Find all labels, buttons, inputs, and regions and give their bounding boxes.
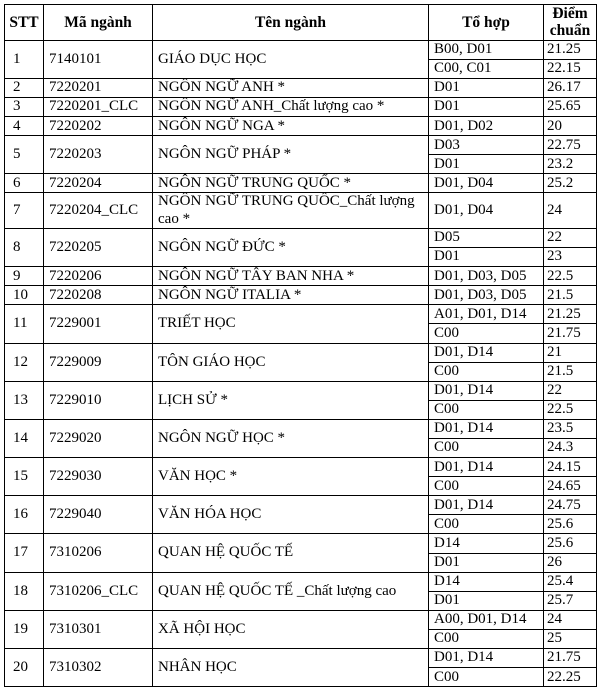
table-row — [5, 572, 597, 591]
cell-stt: 1 — [5, 40, 44, 78]
cell-ma-nganh: 7229040 — [44, 496, 153, 534]
cell-ma-nganh: 7310206_CLC — [44, 572, 153, 610]
table-row — [5, 381, 597, 400]
cell-stt: 3 — [5, 98, 44, 117]
cell-ten-nganh: NGÔN NGỮ TÂY BAN NHA * — [153, 267, 429, 286]
cell-to-hop: D01 — [429, 591, 544, 610]
cell-ten-nganh: NGÔN NGỮ TRUNG QUỐC_Chất lượng cao * — [153, 193, 429, 229]
cell-to-hop: D01 — [429, 248, 544, 267]
table-row — [5, 496, 597, 515]
cell-stt: 19 — [5, 610, 44, 648]
col-header-ten-nganh: Tên ngành — [153, 5, 429, 41]
cell-to-hop: C00 — [429, 324, 544, 343]
cell-ten-nganh: TRIẾT HỌC — [153, 305, 429, 343]
cell-to-hop: D14 — [429, 572, 544, 591]
cell-diem-chuan: 22.5 — [544, 267, 597, 286]
cell-diem-chuan: 23.2 — [544, 155, 597, 174]
col-header-to-hop: Tổ hợp — [429, 5, 544, 41]
cell-ten-nganh: XÃ HỘI HỌC — [153, 610, 429, 648]
cell-diem-chuan: 24.65 — [544, 477, 597, 496]
cell-ma-nganh: 7220206 — [44, 267, 153, 286]
cell-diem-chuan: 25.2 — [544, 174, 597, 193]
cell-ma-nganh: 7229010 — [44, 381, 153, 419]
table-row — [5, 98, 597, 117]
cell-ma-nganh: 7220203 — [44, 136, 153, 174]
cell-ten-nganh: LỊCH SỬ * — [153, 381, 429, 419]
cell-diem-chuan: 22 — [544, 228, 597, 247]
cell-diem-chuan: 22.75 — [544, 136, 597, 155]
cell-diem-chuan: 23 — [544, 248, 597, 267]
cell-to-hop: D01, D03, D05 — [429, 286, 544, 305]
table-row — [5, 610, 597, 629]
table-row — [5, 286, 597, 305]
cell-ma-nganh: 7229009 — [44, 343, 153, 381]
cell-stt: 17 — [5, 534, 44, 572]
cell-ten-nganh: VĂN HỌC * — [153, 458, 429, 496]
cell-diem-chuan: 22.15 — [544, 59, 597, 78]
table-row — [5, 267, 597, 286]
cell-to-hop: D01, D04 — [429, 174, 544, 193]
table-row — [5, 136, 597, 155]
cell-ten-nganh: NGÔN NGỮ ANH_Chất lượng cao * — [153, 98, 429, 117]
cell-to-hop: D01 — [429, 78, 544, 97]
cell-to-hop: C00 — [429, 439, 544, 458]
cell-stt: 4 — [5, 117, 44, 136]
cell-stt: 9 — [5, 267, 44, 286]
cell-stt: 7 — [5, 193, 44, 229]
cell-diem-chuan: 25.7 — [544, 591, 597, 610]
cell-ten-nganh: NGÔN NGỮ HỌC * — [153, 419, 429, 457]
cell-diem-chuan: 24.75 — [544, 496, 597, 515]
cell-ma-nganh: 7220201_CLC — [44, 98, 153, 117]
cell-to-hop: C00 — [429, 515, 544, 534]
cell-diem-chuan: 24 — [544, 610, 597, 629]
cell-diem-chuan: 22.25 — [544, 668, 597, 687]
cell-ten-nganh: NGÔN NGỮ ITALIA * — [153, 286, 429, 305]
cell-to-hop: D01, D14 — [429, 458, 544, 477]
cell-diem-chuan: 21.25 — [544, 305, 597, 324]
cell-ma-nganh: 7220202 — [44, 117, 153, 136]
cell-stt: 20 — [5, 649, 44, 687]
cell-ma-nganh: 7220208 — [44, 286, 153, 305]
cell-diem-chuan: 24 — [544, 193, 597, 229]
cell-stt: 8 — [5, 228, 44, 266]
cell-diem-chuan: 25.6 — [544, 534, 597, 553]
cell-stt: 12 — [5, 343, 44, 381]
cell-to-hop: D01, D14 — [429, 381, 544, 400]
cell-ma-nganh: 7310302 — [44, 649, 153, 687]
cell-to-hop: D01 — [429, 98, 544, 117]
cell-stt: 6 — [5, 174, 44, 193]
cell-to-hop: D01, D04 — [429, 193, 544, 229]
cell-ma-nganh: 7310301 — [44, 610, 153, 648]
cell-to-hop: C00 — [429, 668, 544, 687]
table-row — [5, 343, 597, 362]
cell-ma-nganh: 7229030 — [44, 458, 153, 496]
cell-stt: 10 — [5, 286, 44, 305]
cell-diem-chuan: 26 — [544, 553, 597, 572]
cell-ten-nganh: NGÔN NGỮ PHÁP * — [153, 136, 429, 174]
cell-stt: 18 — [5, 572, 44, 610]
cell-ten-nganh: QUAN HỆ QUỐC TẾ _Chất lượng cao — [153, 572, 429, 610]
admission-scores-table — [4, 4, 597, 687]
cell-stt: 11 — [5, 305, 44, 343]
cell-ma-nganh: 7310206 — [44, 534, 153, 572]
cell-ten-nganh: VĂN HÓA HỌC — [153, 496, 429, 534]
cell-stt: 15 — [5, 458, 44, 496]
cell-to-hop: D01, D14 — [429, 343, 544, 362]
cell-to-hop: C00, C01 — [429, 59, 544, 78]
cell-ma-nganh: 7220204_CLC — [44, 193, 153, 229]
table-row — [5, 534, 597, 553]
table-row — [5, 193, 597, 229]
cell-diem-chuan: 25.6 — [544, 515, 597, 534]
cell-to-hop: C00 — [429, 400, 544, 419]
cell-ten-nganh: NGÔN NGỮ TRUNG QUỐC * — [153, 174, 429, 193]
table-row — [5, 117, 597, 136]
cell-to-hop: C00 — [429, 477, 544, 496]
cell-stt: 2 — [5, 78, 44, 97]
cell-ma-nganh: 7140101 — [44, 40, 153, 78]
cell-ten-nganh: NGÔN NGỮ ĐỨC * — [153, 228, 429, 266]
cell-diem-chuan: 24.15 — [544, 458, 597, 477]
cell-diem-chuan: 21.75 — [544, 649, 597, 668]
cell-diem-chuan: 21.25 — [544, 40, 597, 59]
cell-to-hop: D01, D03, D05 — [429, 267, 544, 286]
cell-to-hop: C00 — [429, 629, 544, 648]
table-row — [5, 174, 597, 193]
cell-diem-chuan: 25.65 — [544, 98, 597, 117]
cell-to-hop: D01, D14 — [429, 496, 544, 515]
cell-diem-chuan: 20 — [544, 117, 597, 136]
cell-ma-nganh: 7220205 — [44, 228, 153, 266]
cell-to-hop: A01, D01, D14 — [429, 305, 544, 324]
cell-stt: 14 — [5, 419, 44, 457]
admission-table-body — [5, 40, 597, 687]
cell-ma-nganh: 7220201 — [44, 78, 153, 97]
cell-diem-chuan: 25 — [544, 629, 597, 648]
cell-to-hop: D01, D14 — [429, 649, 544, 668]
cell-ten-nganh: TÔN GIÁO HỌC — [153, 343, 429, 381]
cell-to-hop: D14 — [429, 534, 544, 553]
cell-ten-nganh: NGÔN NGỮ NGA * — [153, 117, 429, 136]
cell-ten-nganh: GIÁO DỤC HỌC — [153, 40, 429, 78]
cell-diem-chuan: 25.4 — [544, 572, 597, 591]
cell-ma-nganh: 7229020 — [44, 419, 153, 457]
cell-stt: 13 — [5, 381, 44, 419]
cell-ma-nganh: 7220204 — [44, 174, 153, 193]
cell-to-hop: B00, D01 — [429, 40, 544, 59]
table-header-row — [5, 5, 597, 41]
cell-to-hop: C00 — [429, 362, 544, 381]
cell-to-hop: D01 — [429, 553, 544, 572]
cell-to-hop: D03 — [429, 136, 544, 155]
cell-diem-chuan: 26.17 — [544, 78, 597, 97]
cell-to-hop: D01 — [429, 155, 544, 174]
cell-to-hop: D05 — [429, 228, 544, 247]
cell-diem-chuan: 24.3 — [544, 439, 597, 458]
cell-ten-nganh: NHÂN HỌC — [153, 649, 429, 687]
table-row — [5, 305, 597, 324]
cell-diem-chuan: 22 — [544, 381, 597, 400]
cell-diem-chuan: 21.5 — [544, 362, 597, 381]
table-row — [5, 228, 597, 247]
cell-diem-chuan: 23.5 — [544, 419, 597, 438]
cell-to-hop: D01, D14 — [429, 419, 544, 438]
table-row — [5, 458, 597, 477]
cell-diem-chuan: 21 — [544, 343, 597, 362]
cell-stt: 16 — [5, 496, 44, 534]
table-row — [5, 40, 597, 59]
table-row — [5, 419, 597, 438]
cell-diem-chuan: 22.5 — [544, 400, 597, 419]
cell-to-hop: A00, D01, D14 — [429, 610, 544, 629]
col-header-diem-chuan: Điểm chuẩn — [544, 5, 597, 41]
table-row — [5, 78, 597, 97]
cell-ten-nganh: NGÔN NGỮ ANH * — [153, 78, 429, 97]
cell-ten-nganh: QUAN HỆ QUỐC TẾ — [153, 534, 429, 572]
col-header-stt: STT — [5, 5, 44, 41]
cell-ma-nganh: 7229001 — [44, 305, 153, 343]
cell-diem-chuan: 21.75 — [544, 324, 597, 343]
table-header — [5, 5, 597, 41]
cell-stt: 5 — [5, 136, 44, 174]
cell-diem-chuan: 21.5 — [544, 286, 597, 305]
table-row — [5, 649, 597, 668]
cell-to-hop: D01, D02 — [429, 117, 544, 136]
col-header-ma-nganh: Mã ngành — [44, 5, 153, 41]
